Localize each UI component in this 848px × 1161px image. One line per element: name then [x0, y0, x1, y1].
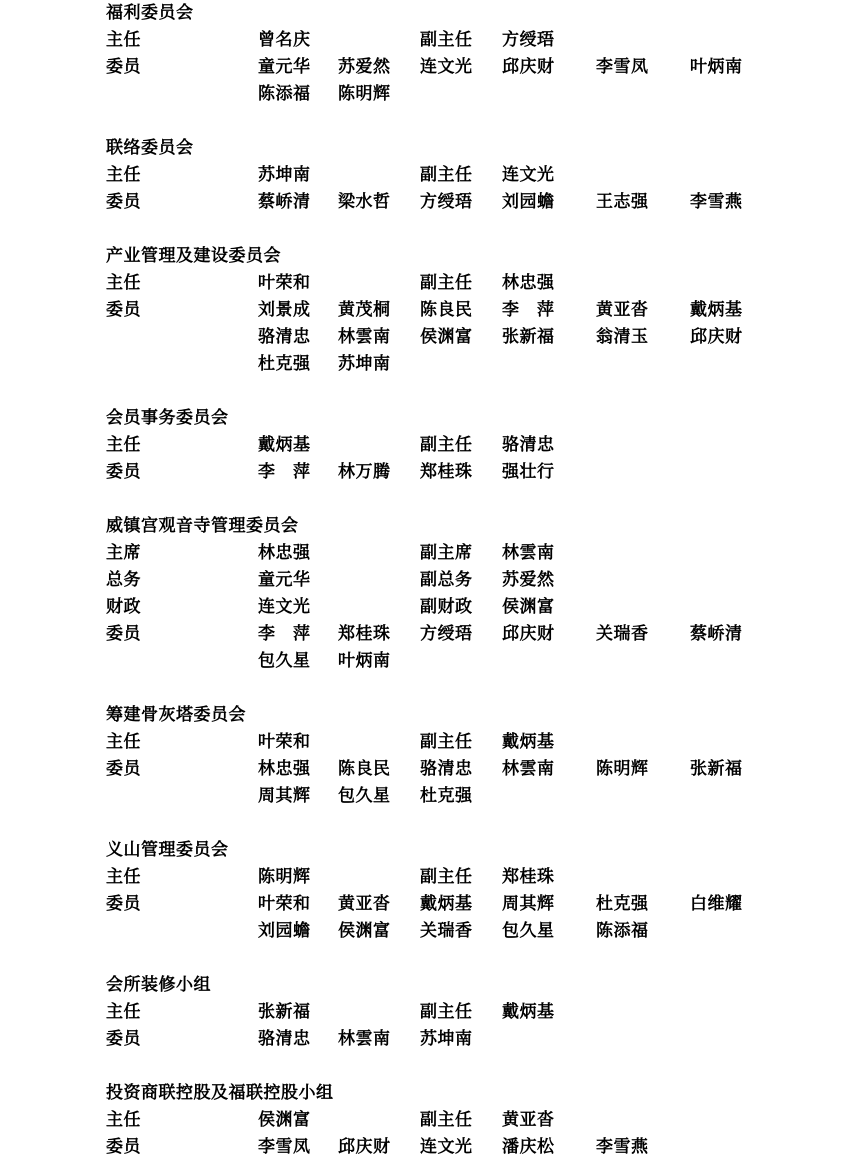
section-spacer [0, 108, 848, 135]
roster-cell-name: 陈明辉 [338, 84, 391, 104]
roster-row [106, 756, 848, 783]
roster-cell-name: 戴炳基 [690, 300, 743, 320]
committee-title: 威镇宫观音寺管理委员会 [106, 516, 299, 536]
committee-block [0, 405, 848, 486]
role-label: 主任 [106, 867, 141, 887]
roster-row [106, 891, 848, 918]
roster-cell-name: 翁清玉 [596, 327, 649, 347]
role-label: 主席 [106, 543, 141, 563]
roster-cell-name: 张新福 [502, 327, 555, 347]
section-spacer [0, 378, 848, 405]
role-label: 委员 [106, 1137, 141, 1157]
roster-cell-name: 骆清忠 [258, 327, 311, 347]
roster-row [106, 27, 848, 54]
roster-row [106, 1026, 848, 1053]
roster-cell-name: 陈良民 [338, 759, 391, 779]
roster-cell-secondary-role: 副总务 [420, 570, 473, 590]
roster-row [106, 918, 848, 945]
section-spacer [0, 486, 848, 513]
roster-cell-name: 蔡峤清 [258, 192, 311, 212]
role-label: 主任 [106, 273, 141, 293]
roster-cell-secondary-role: 副财政 [420, 597, 473, 617]
roster-cell-name: 陈明辉 [596, 759, 649, 779]
roster-cell-name: 黄亚沓 [502, 1110, 555, 1130]
roster-cell-name: 苏坤南 [258, 165, 311, 185]
roster-cell-secondary-role: 方绶珸 [420, 192, 473, 212]
role-label: 主任 [106, 165, 141, 185]
roster-cell-name: 黄亚沓 [596, 300, 649, 320]
roster-row [106, 594, 848, 621]
roster-cell-secondary-role: 副主任 [420, 30, 473, 50]
role-label: 主任 [106, 732, 141, 752]
roster-cell-name: 林雲南 [502, 759, 555, 779]
roster-cell-name: 郑桂珠 [502, 867, 555, 887]
roster-cell-name: 方绶珸 [502, 30, 555, 50]
roster-cell-name: 林忠强 [258, 759, 311, 779]
roster-row [106, 567, 848, 594]
roster-cell-name: 林忠强 [502, 273, 555, 293]
committee-block [0, 972, 848, 1053]
committee-block [0, 135, 848, 216]
role-label: 委员 [106, 894, 141, 914]
role-label: 委员 [106, 759, 141, 779]
committee-title: 联络委员会 [106, 138, 194, 158]
role-label: 主任 [106, 30, 141, 50]
committee-title: 产业管理及建设委员会 [106, 246, 281, 266]
roster-cell-secondary-role: 连文光 [420, 1137, 473, 1157]
roster-cell-secondary-role: 关瑞香 [420, 921, 473, 941]
roster-cell-name: 李雪凤 [596, 57, 649, 77]
roster-cell-name: 包久星 [258, 651, 311, 671]
roster-cell-secondary-role: 副主任 [420, 273, 473, 293]
roster-cell-secondary-role: 方绶珸 [420, 624, 473, 644]
roster-cell-name: 杜克强 [596, 894, 649, 914]
section-spacer [0, 945, 848, 972]
roster-cell-name: 苏爱然 [502, 570, 555, 590]
committee-block [0, 0, 848, 108]
roster-cell-name: 陈添福 [258, 84, 311, 104]
roster-row [106, 324, 848, 351]
roster-cell-secondary-role: 侯渊富 [420, 327, 473, 347]
role-label: 总务 [106, 570, 141, 590]
roster-cell-secondary-role: 副主任 [420, 732, 473, 752]
roster-cell-secondary-role: 副主任 [420, 165, 473, 185]
roster-cell-name: 叶荣和 [258, 894, 311, 914]
committee-block [0, 243, 848, 378]
role-label: 委员 [106, 624, 141, 644]
roster-cell-name: 林雲南 [502, 543, 555, 563]
roster-cell-name: 苏坤南 [338, 354, 391, 374]
section-spacer [0, 216, 848, 243]
committee-title: 会所装修小组 [106, 975, 211, 995]
roster-cell-name: 童元华 [258, 570, 311, 590]
committee-block [0, 702, 848, 810]
role-label: 委员 [106, 57, 141, 77]
roster-cell-name: 李雪燕 [596, 1137, 649, 1157]
roster-cell-name: 强壮行 [502, 462, 555, 482]
role-label: 委员 [106, 300, 141, 320]
roster-row [106, 162, 848, 189]
committee-block [0, 837, 848, 945]
roster-row [106, 864, 848, 891]
roster-cell-name: 陈添福 [596, 921, 649, 941]
roster-row [106, 432, 848, 459]
roster-cell-name: 李雪凤 [258, 1137, 311, 1157]
roster-cell-name: 黄茂桐 [338, 300, 391, 320]
roster-cell-name: 叶荣和 [258, 273, 311, 293]
roster-cell-name: 侯渊富 [502, 597, 555, 617]
committee-title: 筹建骨灰塔委员会 [106, 705, 246, 725]
roster-cell-name: 白维耀 [690, 894, 743, 914]
roster-cell-name: 曾名庆 [258, 30, 311, 50]
roster-cell-name: 王志强 [596, 192, 649, 212]
roster-cell-name: 郑桂珠 [338, 624, 391, 644]
committee-block [0, 1080, 848, 1161]
roster-row [106, 783, 848, 810]
committee-title: 义山管理委员会 [106, 840, 229, 860]
roster-cell-name: 刘园蟾 [502, 192, 555, 212]
roster-cell-name: 张新福 [258, 1002, 311, 1022]
roster-cell-name: 杜克强 [258, 354, 311, 374]
roster-cell-name: 骆清忠 [502, 435, 555, 455]
roster-cell-name: 戴炳基 [502, 1002, 555, 1022]
roster-row [106, 1107, 848, 1134]
role-label: 主任 [106, 1110, 141, 1130]
roster-cell-secondary-role: 苏坤南 [420, 1029, 473, 1049]
roster-cell-name: 戴炳基 [502, 732, 555, 752]
roster-cell-name: 蔡峤清 [690, 624, 743, 644]
roster-row [106, 459, 848, 486]
roster-cell-name: 连文光 [258, 597, 311, 617]
roster-cell-name: 苏爱然 [338, 57, 391, 77]
roster-row [106, 297, 848, 324]
role-label: 委员 [106, 462, 141, 482]
roster-cell-name: 林万腾 [338, 462, 391, 482]
role-label: 财政 [106, 597, 141, 617]
roster-row [106, 81, 848, 108]
roster-row [106, 621, 848, 648]
roster-cell-secondary-role: 陈良民 [420, 300, 473, 320]
role-label: 主任 [106, 435, 141, 455]
role-label: 委员 [106, 1029, 141, 1049]
roster-cell-name: 包久星 [338, 786, 391, 806]
roster-cell-name: 林忠强 [258, 543, 311, 563]
roster-row [106, 729, 848, 756]
roster-cell-name: 包久星 [502, 921, 555, 941]
roster-cell-name: 刘园蟾 [258, 921, 311, 941]
roster-cell-name: 张新福 [690, 759, 743, 779]
roster-cell-name: 邱庆财 [690, 327, 743, 347]
roster-cell-secondary-role: 副主任 [420, 867, 473, 887]
committee-block [0, 513, 848, 675]
roster-cell-secondary-role: 戴炳基 [420, 894, 473, 914]
roster-cell-name: 叶炳南 [690, 57, 743, 77]
roster-cell-secondary-role: 副主任 [420, 1110, 473, 1130]
roster-cell-name: 童元华 [258, 57, 311, 77]
roster-cell-name: 李 萍 [258, 624, 311, 644]
roster-row [106, 270, 848, 297]
roster-cell-name: 关瑞香 [596, 624, 649, 644]
roster-cell-name: 周其辉 [502, 894, 555, 914]
roster-cell-name: 李雪燕 [690, 192, 743, 212]
roster-cell-name: 潘庆松 [502, 1137, 555, 1157]
roster-cell-name: 邱庆财 [502, 624, 555, 644]
roster-cell-name: 李 萍 [258, 462, 311, 482]
committee-title: 投资商联控股及福联控股小组 [106, 1083, 334, 1103]
roster-cell-secondary-role: 杜克强 [420, 786, 473, 806]
roster-row [106, 999, 848, 1026]
roster-cell-name: 林雲南 [338, 327, 391, 347]
roster-cell-name: 林雲南 [338, 1029, 391, 1049]
section-spacer [0, 810, 848, 837]
roster-row [106, 189, 848, 216]
section-spacer [0, 1053, 848, 1080]
roster-cell-name: 叶荣和 [258, 732, 311, 752]
roster-cell-name: 李 萍 [502, 300, 555, 320]
roster-cell-name: 侯渊富 [338, 921, 391, 941]
section-spacer [0, 675, 848, 702]
roster-cell-name: 周其辉 [258, 786, 311, 806]
roster-cell-name: 刘景成 [258, 300, 311, 320]
roster-row [106, 648, 848, 675]
roster-row [106, 54, 848, 81]
committee-title: 会员事务委员会 [106, 408, 229, 428]
roster-cell-secondary-role: 副主任 [420, 1002, 473, 1022]
roster-cell-secondary-role: 副主任 [420, 435, 473, 455]
committee-title: 福利委员会 [106, 3, 194, 23]
roster-cell-name: 侯渊富 [258, 1110, 311, 1130]
roster-cell-name: 邱庆财 [502, 57, 555, 77]
roster-cell-secondary-role: 副主席 [420, 543, 473, 563]
role-label: 委员 [106, 192, 141, 212]
roster-cell-name: 梁水哲 [338, 192, 391, 212]
roster-cell-name: 邱庆财 [338, 1137, 391, 1157]
roster-cell-secondary-role: 郑桂珠 [420, 462, 473, 482]
roster-cell-name: 陈明辉 [258, 867, 311, 887]
roster-cell-name: 连文光 [502, 165, 555, 185]
roster-cell-secondary-role: 连文光 [420, 57, 473, 77]
roster-row [106, 540, 848, 567]
roster-row [106, 1134, 848, 1161]
roster-row [106, 351, 848, 378]
role-label: 主任 [106, 1002, 141, 1022]
roster-cell-name: 骆清忠 [258, 1029, 311, 1049]
roster-cell-name: 叶炳南 [338, 651, 391, 671]
roster-cell-secondary-role: 骆清忠 [420, 759, 473, 779]
roster-cell-name: 黄亚沓 [338, 894, 391, 914]
roster-cell-name: 戴炳基 [258, 435, 311, 455]
